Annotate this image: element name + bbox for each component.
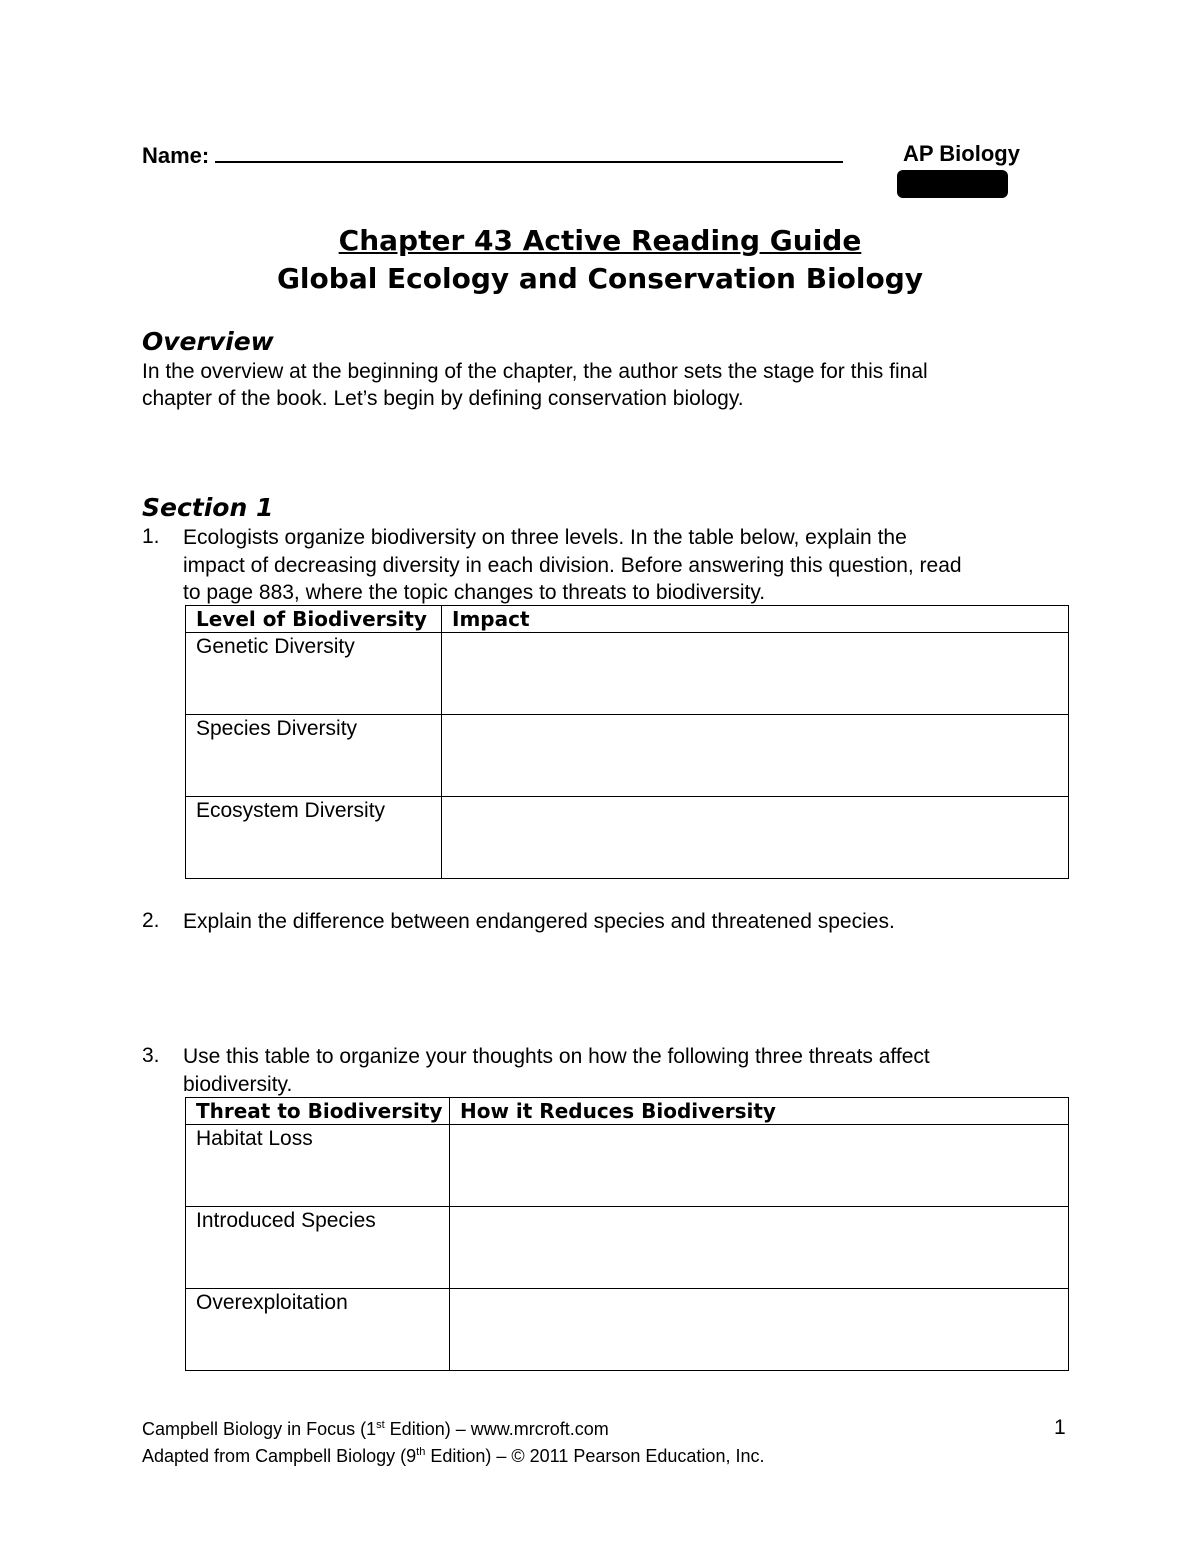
chapter-title: Chapter 43 Active Reading Guide: [338, 224, 862, 257]
question-line: impact of decreasing diversity in each division. Before answering this question, read: [183, 553, 962, 577]
question-line: biodiversity.: [183, 1072, 293, 1096]
name-label: Name:: [142, 143, 210, 168]
impact-answer-cell[interactable]: [442, 797, 1069, 879]
question-line: Ecologists organize biodiversity on three levels. In the table below, explain the: [183, 526, 907, 549]
threat-cell: Introduced Species: [186, 1207, 450, 1289]
table-row: [186, 633, 1069, 715]
question-line: Use this table to organize your thoughts on how the following three threats affect: [183, 1045, 930, 1068]
column-header: How it Reduces Biodiversity: [450, 1098, 1069, 1125]
reduction-answer-cell[interactable]: [450, 1125, 1069, 1207]
reduction-answer-cell[interactable]: [450, 1289, 1069, 1371]
level-cell: Genetic Diversity: [186, 633, 442, 715]
question-number: 1.: [142, 525, 160, 548]
column-header: Threat to Biodiversity: [186, 1098, 450, 1125]
biodiversity-threats-table: [185, 1097, 1069, 1371]
overview-line: chapter of the book. Let’s begin by defining conservation biology.: [142, 387, 744, 410]
name-blank-line[interactable]: [215, 141, 843, 163]
footer-text: Edition) – www.mrcroft.com: [384, 1419, 609, 1439]
question-text: [183, 1043, 1083, 1098]
footer-line: [142, 1441, 764, 1468]
footer-text: Campbell Biology in Focus (1: [142, 1419, 377, 1439]
level-cell: Ecosystem Diversity: [186, 797, 442, 879]
footer-text: Edition) – © 2011 Pearson Education, Inc.: [425, 1446, 765, 1466]
table-row: [186, 1125, 1069, 1207]
table-row: [186, 715, 1069, 797]
reduction-answer-cell[interactable]: [450, 1207, 1069, 1289]
name-field: [142, 141, 843, 169]
overview-text: [142, 358, 928, 412]
table-header-row: [186, 1098, 1069, 1125]
overview-heading: Overview: [142, 327, 274, 356]
chapter-subtitle: Global Ecology and Conservation Biology: [276, 262, 924, 295]
question-text: Explain the difference between endangered species and threatened species.: [183, 910, 895, 933]
redaction-bar: [897, 170, 1008, 198]
footer-superscript: th: [416, 1446, 426, 1458]
footer-superscript: st: [376, 1419, 385, 1431]
section-heading: Section 1: [142, 493, 274, 522]
biodiversity-levels-table: [185, 605, 1069, 879]
question-text: [183, 524, 1083, 607]
column-header: Impact: [442, 606, 1069, 633]
footer-text: Adapted from Campbell Biology (9: [142, 1446, 417, 1466]
level-cell: Species Diversity: [186, 715, 442, 797]
column-header: Level of Biodiversity: [186, 606, 442, 633]
page-number: 1: [1054, 1416, 1066, 1439]
course-label: AP Biology: [903, 141, 1020, 166]
impact-answer-cell[interactable]: [442, 633, 1069, 715]
question-number: 2.: [142, 909, 160, 932]
impact-answer-cell[interactable]: [442, 715, 1069, 797]
overview-line: In the overview at the beginning of the chapter, the author sets the stage for this final: [142, 360, 928, 383]
footer-line: [142, 1414, 764, 1441]
footer-credits: [142, 1414, 764, 1468]
threat-cell: Habitat Loss: [186, 1125, 450, 1207]
table-row: [186, 797, 1069, 879]
question-number: 3.: [142, 1044, 160, 1067]
table-row: [186, 1289, 1069, 1371]
table-header-row: [186, 606, 1069, 633]
question-line: to page 883, where the topic changes to threats to biodiversity.: [183, 581, 766, 604]
table-row: [186, 1207, 1069, 1289]
threat-cell: Overexploitation: [186, 1289, 450, 1371]
